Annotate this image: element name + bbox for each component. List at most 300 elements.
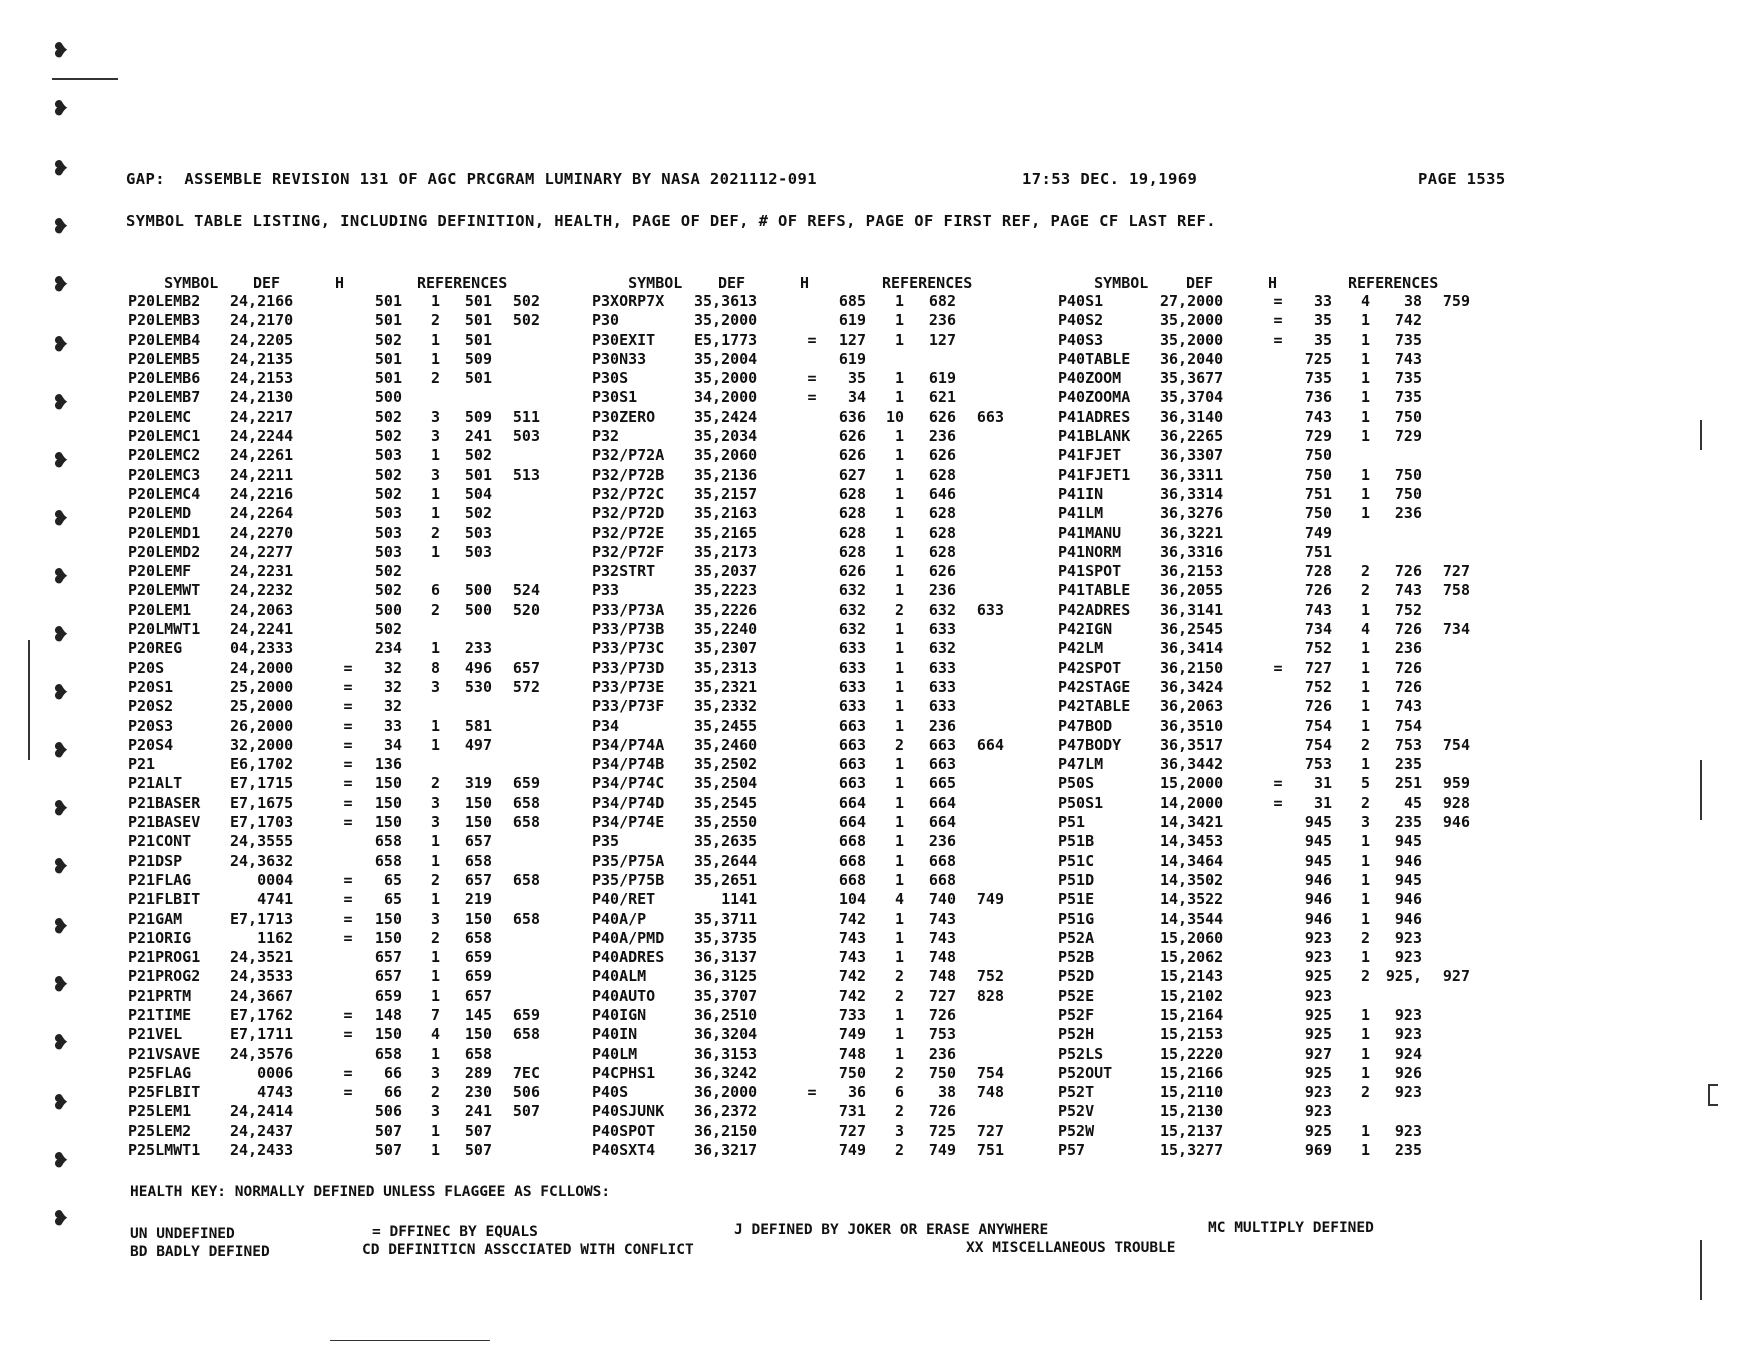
ref-count: 1 (430, 1044, 440, 1063)
symbol-def: 24,2244 (230, 427, 294, 446)
symbol-health: = (343, 658, 353, 677)
symbol-name: P20LEMD1 (128, 523, 201, 542)
def-page: 742 (838, 909, 866, 928)
def-page: 946 (1304, 909, 1332, 928)
ref-count: 1 (894, 1025, 904, 1044)
def-page: 502 (374, 581, 402, 600)
last-ref-page: 663 (976, 407, 1004, 426)
symbol-def: 36,3153 (694, 1044, 758, 1063)
first-ref-page: 236 (928, 1044, 956, 1063)
ref-count: 1 (1360, 870, 1370, 889)
symbol-def: E7,1703 (230, 813, 294, 832)
def-page: 628 (838, 523, 866, 542)
symbol-name: P21ALT (128, 774, 183, 793)
health-key-entry: UN UNDEFINED (130, 1226, 235, 1242)
symbol-name: P51E (1058, 890, 1095, 909)
ref-count: 1 (894, 523, 904, 542)
symbol-def: 24,2437 (230, 1121, 294, 1140)
def-page: 633 (838, 677, 866, 696)
first-ref-page: 236 (928, 832, 956, 851)
symbol-name: P42SPOT (1058, 658, 1122, 677)
symbol-def: 35,2313 (694, 658, 758, 677)
ref-count: 2 (1360, 581, 1370, 600)
symbol-def: 35,2223 (694, 581, 758, 600)
symbol-health: = (1273, 330, 1283, 349)
first-ref-page: 626 (928, 407, 956, 426)
def-page: 663 (838, 774, 866, 793)
symbol-def: 24,2216 (230, 484, 294, 503)
symbol-name: P20LEMB3 (128, 311, 201, 330)
symbol-health: = (343, 1025, 353, 1044)
symbol-def: 0004 (230, 870, 294, 889)
ref-count: 1 (430, 349, 440, 368)
ref-count: 2 (1360, 562, 1370, 581)
symbol-def: 36,3242 (694, 1063, 758, 1082)
references-column-header: REFERENCES (417, 274, 508, 292)
first-ref-page: 663 (928, 735, 956, 754)
symbol-name: P47BODY (1058, 735, 1122, 754)
symbol-def: 24,2153 (230, 369, 294, 388)
symbol-name: P20LEMB5 (128, 349, 201, 368)
symbol-name: P52H (1058, 1025, 1095, 1044)
ref-count: 1 (430, 716, 440, 735)
first-ref-page: 657 (464, 986, 492, 1005)
first-ref-page: 646 (928, 484, 956, 503)
symbol-name: P30N33 (592, 349, 647, 368)
def-page: 754 (1304, 716, 1332, 735)
ref-count: 1 (430, 504, 440, 523)
ref-count: 1 (1360, 697, 1370, 716)
symbol-name: P4CPHS1 (592, 1063, 656, 1082)
symbol-def: 36,3140 (1160, 407, 1224, 426)
ref-count: 7 (430, 1005, 440, 1024)
symbol-name: P21PROG1 (128, 948, 201, 967)
symbol-def: 24,2135 (230, 349, 294, 368)
symbol-health: = (1273, 311, 1283, 330)
symbol-name: P40A/PMD (592, 928, 665, 947)
symbol-name: P32 (592, 427, 620, 446)
symbol-def: 24,2130 (230, 388, 294, 407)
symbol-name: P20LEMD (128, 504, 192, 523)
ref-count: 1 (1360, 465, 1370, 484)
ref-count: 1 (1360, 484, 1370, 503)
symbol-name: P25FLBIT (128, 1083, 201, 1102)
ref-count: 2 (430, 311, 440, 330)
margin-punch-mark: ❥ (52, 1090, 69, 1114)
symbol-name: P20REG (128, 639, 183, 658)
def-page: 234 (374, 639, 402, 658)
def-page: 36 (847, 1083, 866, 1102)
symbol-health: = (343, 735, 353, 754)
symbol-name: P47LM (1058, 755, 1104, 774)
symbol-name: P40A/P (592, 909, 647, 928)
ref-count: 1 (430, 542, 440, 561)
ref-count: 1 (894, 1044, 904, 1063)
ref-count: 1 (430, 330, 440, 349)
symbol-def: 04,2333 (230, 639, 294, 658)
symbol-def: 32,2000 (230, 735, 294, 754)
symbol-name: P21FLBIT (128, 890, 201, 909)
ref-count: 1 (1360, 388, 1370, 407)
last-ref-page: 758 (1442, 581, 1470, 600)
margin-punch-mark: ❥ (52, 564, 69, 588)
symbol-def: 35,2545 (694, 793, 758, 812)
ref-count: 1 (894, 504, 904, 523)
def-page: 501 (374, 292, 402, 310)
def-page: 925 (1304, 1025, 1332, 1044)
symbol-name: P20LEMC3 (128, 465, 201, 484)
health-key-entry: XX MISCELLANEOUS TROUBLE (966, 1240, 1176, 1256)
ref-count: 1 (894, 330, 904, 349)
symbol-name: P20LEMC2 (128, 446, 201, 465)
symbol-name: P40S2 (1058, 311, 1104, 330)
def-page: 743 (1304, 407, 1332, 426)
symbol-def: 36,3204 (694, 1025, 758, 1044)
ref-count: 1 (1360, 349, 1370, 368)
symbol-name: P25LEM1 (128, 1102, 192, 1121)
symbol-health: = (343, 1005, 353, 1024)
symbol-name: P21FLAG (128, 870, 192, 889)
symbol-name: P40SXT4 (592, 1141, 656, 1160)
ref-count: 3 (430, 813, 440, 832)
margin-punch-mark: ❥ (52, 390, 69, 414)
ref-count: 1 (430, 292, 440, 310)
def-page: 626 (838, 562, 866, 581)
def-page: 503 (374, 523, 402, 542)
margin-punch-mark: ❥ (52, 156, 69, 180)
ref-count: 2 (894, 1141, 904, 1160)
symbol-def: 36,3125 (694, 967, 758, 986)
symbol-name: P30S (592, 369, 629, 388)
h-column-header: H (1268, 274, 1278, 292)
def-page: 150 (374, 793, 402, 812)
ref-count: 2 (894, 986, 904, 1005)
symbol-def: 35,3735 (694, 928, 758, 947)
ref-count: 1 (894, 581, 904, 600)
symbol-health: = (343, 716, 353, 735)
symbol-name: P20S2 (128, 697, 174, 716)
def-page: 627 (838, 465, 866, 484)
ref-count: 1 (430, 832, 440, 851)
symbol-name: P34 (592, 716, 620, 735)
ref-count: 6 (430, 581, 440, 600)
symbol-def: 35,3707 (694, 986, 758, 1005)
last-ref-page: 727 (976, 1121, 1004, 1140)
def-page: 127 (838, 330, 866, 349)
first-ref-page: 726 (1394, 620, 1422, 639)
symbol-name: P20LEMB2 (128, 292, 201, 310)
def-page: 726 (1304, 581, 1332, 600)
ref-count: 1 (430, 986, 440, 1005)
symbol-name: P20LEMC4 (128, 484, 201, 503)
ref-count: 2 (1360, 735, 1370, 754)
first-ref-page: 504 (464, 484, 492, 503)
ref-count: 3 (430, 427, 440, 446)
last-ref-page: 658 (512, 909, 540, 928)
ref-count: 2 (894, 1063, 904, 1082)
def-page: 923 (1304, 1102, 1332, 1121)
ref-count: 2 (1360, 967, 1370, 986)
ref-count: 3 (1360, 813, 1370, 832)
symbol-def: 24,3521 (230, 948, 294, 967)
symbol-name: P42LM (1058, 639, 1104, 658)
symbol-name: P33 (592, 581, 620, 600)
ref-count: 1 (894, 851, 904, 870)
symbol-name: P30EXIT (592, 330, 656, 349)
timestamp: 17:53 DEC. 19,1969 (1022, 170, 1198, 188)
symbol-health: = (807, 1083, 817, 1102)
first-ref-page: 502 (464, 504, 492, 523)
symbol-def: 24,2264 (230, 504, 294, 523)
def-page: 923 (1304, 1083, 1332, 1102)
first-ref-page: 726 (928, 1102, 956, 1121)
first-ref-page: 150 (464, 909, 492, 928)
first-ref-page: 665 (928, 774, 956, 793)
symbol-def: 24,2270 (230, 523, 294, 542)
symbol-name: P41LM (1058, 504, 1104, 523)
symbol-name: P21TIME (128, 1005, 192, 1024)
ref-count: 1 (1360, 330, 1370, 349)
margin-punch-mark: ❥ (52, 854, 69, 878)
def-page: 502 (374, 330, 402, 349)
def-page: 35 (847, 369, 866, 388)
symbol-def: 15,2220 (1160, 1044, 1224, 1063)
symbol-health: = (807, 388, 817, 407)
margin-punch-mark: ❥ (52, 448, 69, 472)
ref-count: 1 (894, 774, 904, 793)
ref-count: 2 (894, 1102, 904, 1121)
first-ref-page: 509 (464, 407, 492, 426)
symbol-name: P41TABLE (1058, 581, 1131, 600)
def-page: 628 (838, 542, 866, 561)
symbol-name: P51 (1058, 813, 1086, 832)
first-ref-page: 509 (464, 349, 492, 368)
symbol-health: = (343, 928, 353, 947)
first-ref-page: 632 (928, 600, 956, 619)
first-ref-page: 530 (464, 677, 492, 696)
first-ref-page: 923 (1394, 928, 1422, 947)
symbol-def: 25,2000 (230, 697, 294, 716)
first-ref-page: 501 (464, 292, 492, 310)
margin-punch-mark: ❥ (52, 506, 69, 530)
symbol-name: P40ZOOMA (1058, 388, 1131, 407)
ref-count: 1 (1360, 909, 1370, 928)
margin-punch-mark: ❥ (52, 680, 69, 704)
def-page: 663 (838, 755, 866, 774)
symbol-name: P52D (1058, 967, 1095, 986)
last-ref-page: 524 (512, 581, 540, 600)
symbol-name: P40ZOOM (1058, 369, 1122, 388)
symbol-name: P50S (1058, 774, 1095, 793)
page-number: PAGE 1535 (1418, 170, 1506, 188)
ref-count: 4 (894, 890, 904, 909)
first-ref-page: 501 (464, 369, 492, 388)
symbol-name: P51B (1058, 832, 1095, 851)
def-page: 502 (374, 465, 402, 484)
first-ref-page: 236 (1394, 504, 1422, 523)
symbol-def: 36,2063 (1160, 697, 1224, 716)
first-ref-page: 748 (928, 948, 956, 967)
symbol-def: 35,2240 (694, 620, 758, 639)
symbol-name: P21ORIG (128, 928, 192, 947)
symbol-name: P41FJET1 (1058, 465, 1131, 484)
first-ref-page: 735 (1394, 388, 1422, 407)
ref-count: 1 (1360, 755, 1370, 774)
first-ref-page: 743 (1394, 581, 1422, 600)
first-ref-page: 127 (928, 330, 956, 349)
symbol-def: 35,2460 (694, 735, 758, 754)
ref-count: 3 (430, 1102, 440, 1121)
symbol-name: P40ALM (592, 967, 647, 986)
last-ref-page: 659 (512, 1005, 540, 1024)
symbol-def: 35,2321 (694, 677, 758, 696)
first-ref-page: 925, (1385, 967, 1422, 986)
first-ref-page: 923 (1394, 1005, 1422, 1024)
symbol-health: = (1273, 658, 1283, 677)
symbol-name: P32/P72C (592, 484, 665, 503)
def-page: 668 (838, 870, 866, 889)
def-page: 633 (838, 658, 866, 677)
def-page: 657 (374, 948, 402, 967)
symbol-name: P33/P73D (592, 658, 665, 677)
ref-count: 1 (1360, 890, 1370, 909)
margin-punch-mark: ❥ (52, 214, 69, 238)
symbol-name: P21CONT (128, 832, 192, 851)
def-page: 659 (374, 986, 402, 1005)
def-page: 150 (374, 928, 402, 947)
first-ref-page: 749 (928, 1141, 956, 1160)
last-ref-page: 513 (512, 465, 540, 484)
symbol-def: 15,2102 (1160, 986, 1224, 1005)
first-ref-page: 150 (464, 1025, 492, 1044)
symbol-name: P32/P72E (592, 523, 665, 542)
symbol-name: P20S1 (128, 677, 174, 696)
ref-count: 1 (894, 909, 904, 928)
symbol-name: P35/P75B (592, 870, 665, 889)
first-ref-page: 496 (464, 658, 492, 677)
ref-count: 1 (1360, 948, 1370, 967)
h-column-header: H (335, 274, 345, 292)
first-ref-page: 923 (1394, 948, 1422, 967)
def-page: 925 (1304, 1063, 1332, 1082)
def-page: 150 (374, 1025, 402, 1044)
ref-count: 1 (1360, 369, 1370, 388)
ref-count: 1 (430, 967, 440, 986)
def-page: 923 (1304, 986, 1332, 1005)
ref-count: 1 (894, 658, 904, 677)
first-ref-page: 727 (928, 986, 956, 1005)
def-page: 502 (374, 407, 402, 426)
symbol-def: 34,2000 (694, 388, 758, 407)
symbol-def: 4743 (230, 1083, 294, 1102)
ref-count: 2 (894, 735, 904, 754)
first-ref-page: 752 (1394, 600, 1422, 619)
symbol-health: = (807, 330, 817, 349)
symbol-def: 35,2034 (694, 427, 758, 446)
symbol-name: P41ADRES (1058, 407, 1131, 426)
symbol-name: P33/P73C (592, 639, 665, 658)
margin-rule (1700, 760, 1702, 820)
def-page: 749 (1304, 523, 1332, 542)
first-ref-page: 945 (1394, 870, 1422, 889)
ref-count: 1 (894, 311, 904, 330)
symbol-name: P30S1 (592, 388, 638, 407)
def-page: 754 (1304, 735, 1332, 754)
symbol-column-header: SYMBOL (164, 274, 219, 292)
first-ref-page: 750 (928, 1063, 956, 1082)
margin-punch-mark: ❥ (52, 332, 69, 356)
ref-count: 1 (894, 369, 904, 388)
symbol-def: 24,2166 (230, 292, 294, 310)
margin-punch-mark: ❥ (52, 622, 69, 646)
def-page: 150 (374, 813, 402, 832)
symbol-name: P35 (592, 832, 620, 851)
symbol-def: 35,2455 (694, 716, 758, 735)
margin-punch-mark: ❥ (52, 272, 69, 296)
last-ref-page: 658 (512, 813, 540, 832)
symbol-name: P42STAGE (1058, 677, 1131, 696)
symbol-def: 35,2332 (694, 697, 758, 716)
ref-count: 1 (894, 427, 904, 446)
symbol-name: P34/P74E (592, 813, 665, 832)
symbol-def: 35,2644 (694, 851, 758, 870)
margin-rule (1708, 1084, 1710, 1106)
def-page: 66 (383, 1063, 402, 1082)
symbol-def: E7,1762 (230, 1005, 294, 1024)
symbol-name: P41SPOT (1058, 562, 1122, 581)
margin-rule (1708, 1084, 1718, 1086)
symbol-name: P20LEMC1 (128, 427, 201, 446)
def-page: 663 (838, 735, 866, 754)
ref-count: 3 (430, 1063, 440, 1082)
symbol-name: P21DSP (128, 851, 183, 870)
first-ref-page: 658 (464, 928, 492, 947)
def-page: 658 (374, 851, 402, 870)
symbol-name: P52V (1058, 1102, 1095, 1121)
first-ref-page: 219 (464, 890, 492, 909)
symbol-def: 24,3576 (230, 1044, 294, 1063)
ref-count: 1 (894, 542, 904, 561)
symbol-name: P40ADRES (592, 948, 665, 967)
ref-count: 3 (430, 677, 440, 696)
references-column-header: REFERENCES (1348, 274, 1439, 292)
def-page: 619 (838, 349, 866, 368)
def-page: 945 (1304, 851, 1332, 870)
def-page: 35 (1313, 330, 1332, 349)
symbol-def: 36,2510 (694, 1005, 758, 1024)
ref-count: 2 (1360, 1083, 1370, 1102)
symbol-def: 24,2211 (230, 465, 294, 484)
ref-count: 1 (894, 639, 904, 658)
first-ref-page: 236 (1394, 639, 1422, 658)
last-ref-page: 927 (1442, 967, 1470, 986)
health-key-entry: CD DEFINITICN ASSCCIATED WITH CONFLICT (362, 1242, 694, 1258)
first-ref-page: 497 (464, 735, 492, 754)
symbol-name: P40S3 (1058, 330, 1104, 349)
first-ref-page: 945 (1394, 832, 1422, 851)
symbol-def: 36,3414 (1160, 639, 1224, 658)
last-ref-page: 633 (976, 600, 1004, 619)
symbol-health: = (343, 774, 353, 793)
symbol-name: P51G (1058, 909, 1095, 928)
first-ref-page: 621 (928, 388, 956, 407)
last-ref-page: 657 (512, 658, 540, 677)
symbol-name: P34/P74B (592, 755, 665, 774)
first-ref-page: 150 (464, 793, 492, 812)
def-page: 743 (838, 948, 866, 967)
def-page: 742 (838, 967, 866, 986)
symbol-def: 15,2153 (1160, 1025, 1224, 1044)
